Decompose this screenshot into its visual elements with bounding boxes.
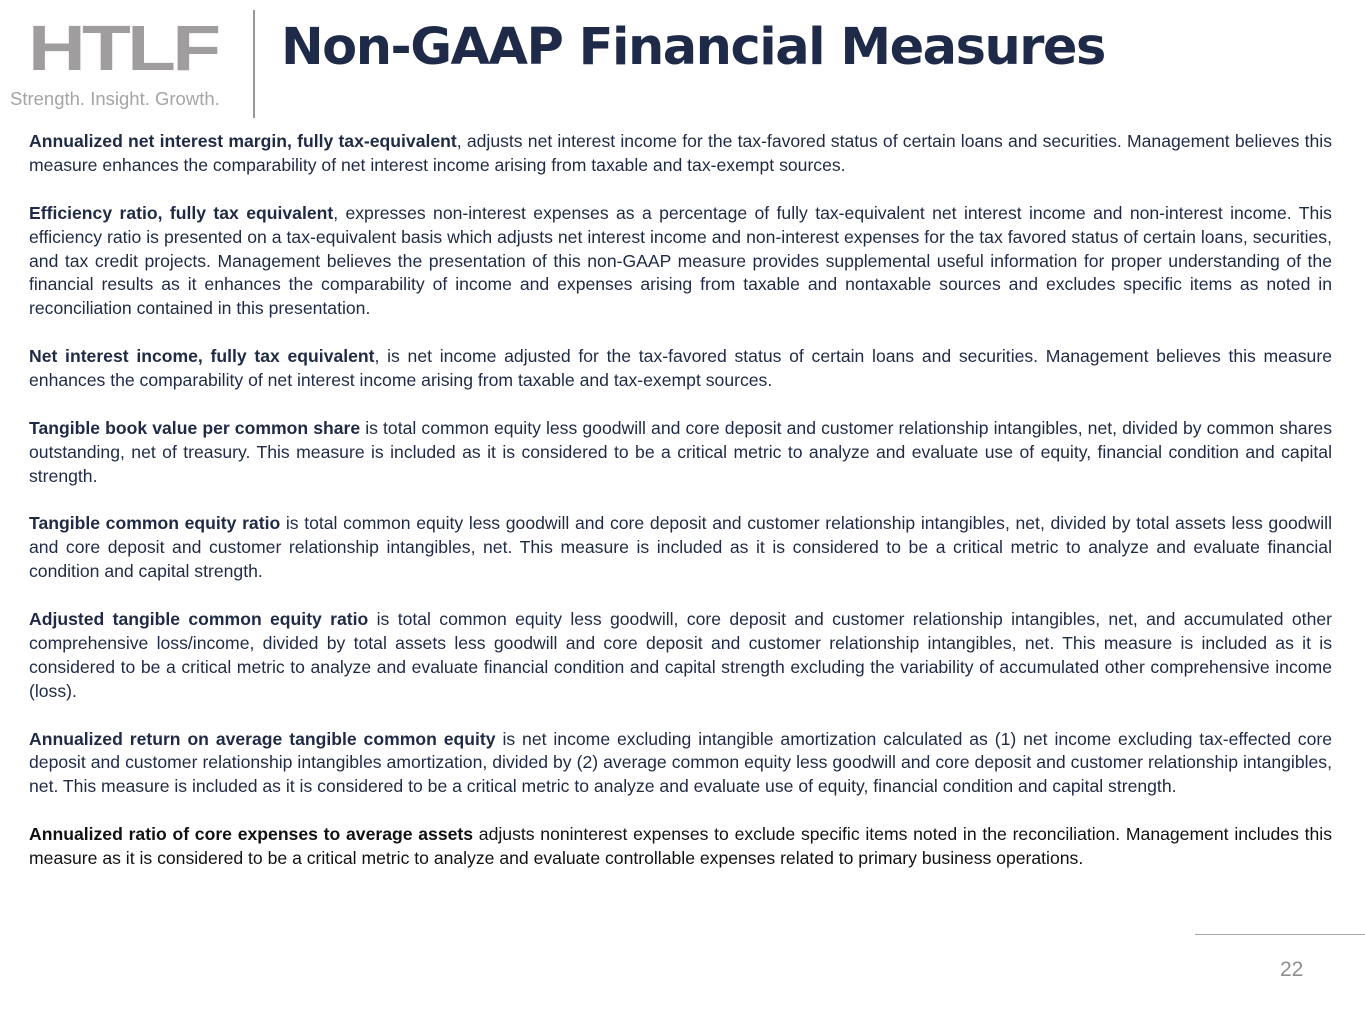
definition-term: Adjusted tangible common equity ratio <box>29 609 369 630</box>
definition-paragraph <box>29 130 1332 178</box>
logo-mark: HTLF <box>28 12 218 84</box>
definition-paragraph <box>29 345 1332 393</box>
definition-term: Annualized return on average tangible common equity <box>29 728 496 749</box>
definition-text: adjusts noninterest expenses to exclude specific items noted in the reconciliation. Management includes this measure as it is considered to be a critical metric to analyze and evaluate controllable expenses related to primary business operations. <box>29 824 1332 869</box>
definition-term: Tangible book value per common share <box>29 417 361 438</box>
header-divider <box>253 10 255 118</box>
definition-term: Efficiency ratio, fully tax equivalent <box>29 202 334 223</box>
definition-term: Tangible common equity ratio <box>29 513 281 534</box>
definition-paragraph <box>29 512 1332 584</box>
definition-paragraph <box>29 728 1332 800</box>
definition-text: is total common equity less goodwill and core deposit and customer relationship intangibles, net, divided by total assets less goodwill and core deposit and customer relationship intangibles, net. This measure is included as it is considered to be a critical metric to analyze and evaluate financial condition and capital strength. <box>29 513 1332 582</box>
definition-text: , expresses non-interest expenses as a percentage of fully tax-equivalent net interest income and non-interest income. This efficiency ratio is presented on a tax-equivalent basis which adjusts net interest income and non-interest expenses for the tax favored status of certain loans, securities, and tax credit projects. Management believes the presentation of this non-GAAP measure provides supplemental useful information for proper understanding of the financial results as it enhances the comparability of income and expenses arising from taxable and nontaxable sources and excludes specific items as noted in reconciliation contained in this presentation. <box>29 202 1332 319</box>
htlf-logo <box>10 12 242 110</box>
definition-text: is net income excluding intangible amortization calculated as (1) net income excluding tax-effected core deposit and customer relationship intangibles amortization, divided by (2) average common equity less goodwill and core deposit and customer relationship intangibles, net. This measure is included as it is considered to be a critical metric to analyze and evaluate use of equity, financial condition and capital strength. <box>29 728 1332 797</box>
definition-term: Annualized net interest margin, fully tax-equivalent <box>29 131 457 151</box>
definition-paragraph <box>29 202 1332 322</box>
definitions-body <box>29 130 1332 895</box>
page-number: 22 <box>1280 958 1304 981</box>
definition-text: , is net income adjusted for the tax-favored status of certain loans and securities. Management believes this measure enhances the comparability of net interest income arising from taxable and tax-exempt sources. <box>29 346 1332 391</box>
footer-divider <box>1195 934 1365 935</box>
definition-text: is total common equity less goodwill, core deposit and customer relationship intangibles, net, and accumulated other comprehensive loss/income, divided by total assets less goodwill and core deposit and customer relationship intangibles, net. This measure is included as it is considered to be a critical metric to analyze and evaluate financial condition and capital strength excluding the variability of accumulated other comprehensive income (loss). <box>29 609 1332 701</box>
definition-term: Net interest income, fully tax equivalent <box>29 346 375 367</box>
logo-tagline: Strength. Insight. Growth. <box>10 88 220 109</box>
definition-text: is total common equity less goodwill and core deposit and customer relationship intangibles, net, divided by common shares outstanding, net of treasury. This measure is included as it is considered to be a critical metric to analyze and evaluate use of equity, financial condition and capital strength. <box>29 417 1333 486</box>
definition-paragraph <box>29 608 1332 704</box>
page-title: Non-GAAP Financial Measures <box>281 18 1105 77</box>
definition-paragraph <box>29 823 1332 871</box>
definition-paragraph <box>29 417 1332 489</box>
definition-term: Annualized ratio of core expenses to average assets <box>29 824 474 845</box>
definition-text: , adjusts net interest income for the tax-favored status of certain loans and securities. Management believes this measure enhances the comparability of net interest income arising from taxable and tax-exempt sources. <box>29 131 1332 175</box>
